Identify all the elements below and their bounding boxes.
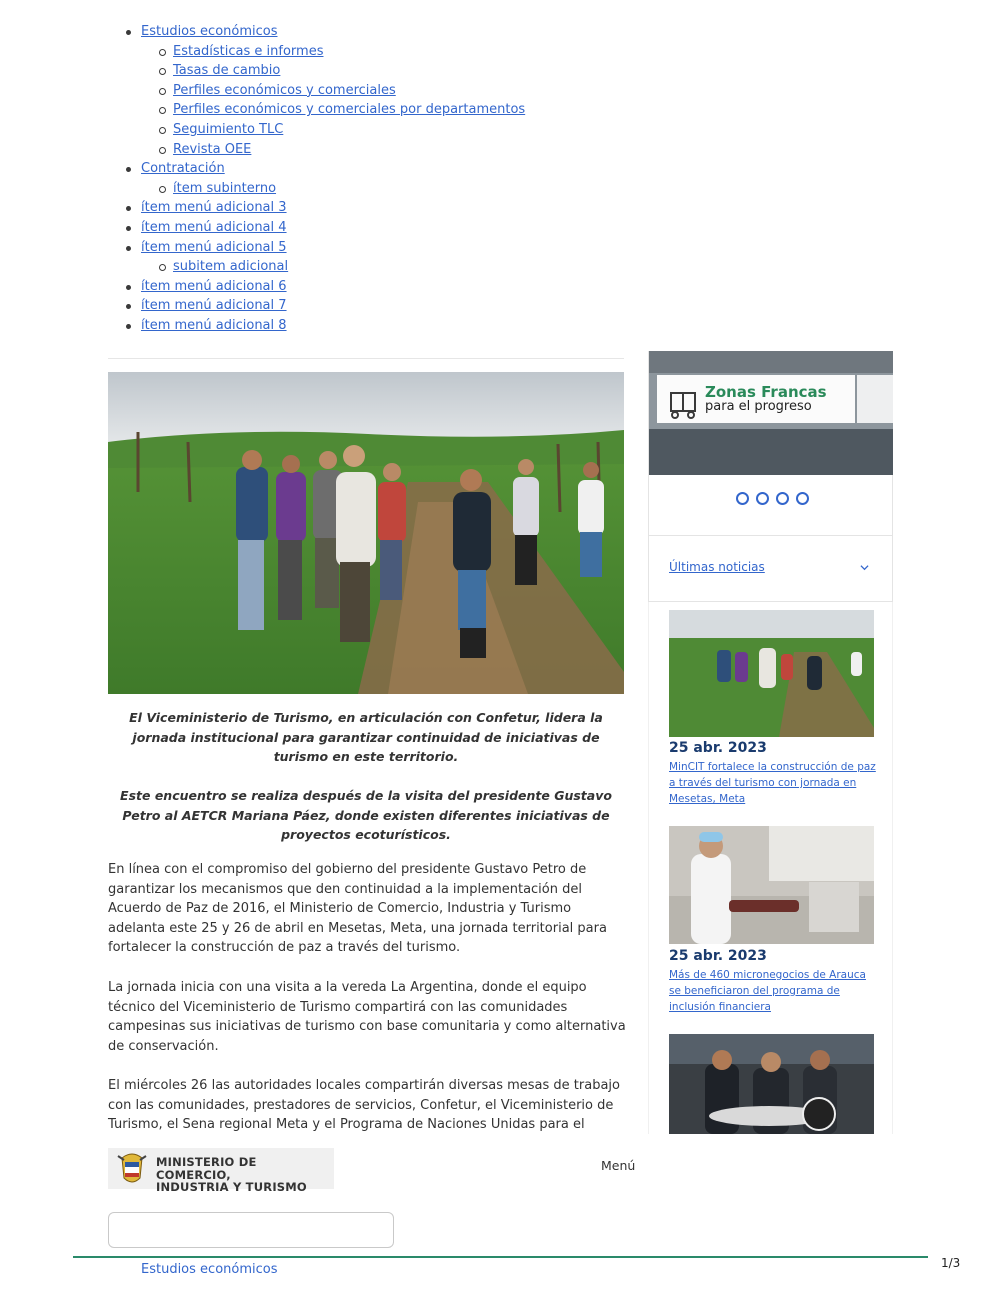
divider xyxy=(108,358,624,359)
logo-line-2: INDUSTRIA Y TURISMO xyxy=(156,1180,307,1194)
nav-item-adicional-4[interactable] xyxy=(108,218,525,238)
nav-link[interactable]: ítem menú adicional 6 xyxy=(141,278,287,294)
nav-item-adicional-5[interactable] xyxy=(108,238,525,258)
nav-subitem[interactable] xyxy=(108,100,525,120)
nav-link[interactable]: Seguimiento TLC xyxy=(173,121,284,137)
nav-link[interactable]: Estudios económicos xyxy=(141,24,278,39)
menu-button[interactable]: Menú xyxy=(601,1158,636,1173)
nav-link[interactable]: ítem menú adicional 5 xyxy=(141,239,287,255)
nav-subitem[interactable] xyxy=(108,120,525,140)
carousel-dot[interactable] xyxy=(756,492,769,505)
nav-link[interactable]: Estadísticas e informes xyxy=(173,43,324,59)
banner-slide[interactable] xyxy=(649,351,893,475)
latest-news-toggle[interactable]: Últimas noticias xyxy=(669,560,765,574)
nav-link[interactable]: Perfiles económicos y comerciales xyxy=(173,82,396,98)
carousel-dot[interactable] xyxy=(736,492,749,505)
nav-subitem[interactable] xyxy=(108,81,525,101)
nav-link[interactable]: ítem menú adicional 3 xyxy=(141,200,287,216)
news-item-link[interactable]: MinCIT fortalece la construcción de paz a través del turismo con jornada en Mesetas, Meta xyxy=(669,761,876,805)
nav-link-cut[interactable]: Estudios económicos xyxy=(141,1262,278,1277)
nav-item-adicional-6[interactable] xyxy=(108,277,525,297)
page-indicator: 1/3 xyxy=(941,1256,961,1270)
nav-subitem[interactable] xyxy=(108,179,525,199)
nav-menu xyxy=(108,22,525,336)
news-item-date: 25 abr. 2023 xyxy=(669,740,767,756)
divider-green xyxy=(73,1256,928,1258)
nav-link[interactable]: subitem adicional xyxy=(173,259,289,275)
nav-link[interactable]: Contratación xyxy=(141,161,225,177)
nav-item-contratacion[interactable] xyxy=(108,159,525,179)
nav-item-adicional-8[interactable] xyxy=(108,316,525,336)
article-hero-image xyxy=(108,372,624,694)
chevron-down-icon[interactable] xyxy=(860,563,869,572)
nav-item-estudios[interactable] xyxy=(108,22,525,42)
nav-link[interactable]: Revista OEE xyxy=(173,141,252,157)
logo-line-1: MINISTERIO DE COMERCIO, xyxy=(156,1155,257,1182)
nav-subitem[interactable] xyxy=(108,140,525,160)
search-input[interactable] xyxy=(108,1212,394,1248)
carousel-dots xyxy=(736,492,809,505)
article-caption-2: Este encuentro se realiza después de la visita del presidente Gustavo Petro al AETCR Mariana Páez, donde existen diferentes iniciativas de proyectos ecoturísticos. xyxy=(120,788,612,843)
banner-title: Zonas Francas xyxy=(705,383,827,401)
article-paragraph-1: En línea con el compromiso del gobierno del presidente Gustavo Petro de garantizar los mecanismos que den continuidad a la implementación del Acuerdo de Paz de 2016, el Ministerio de Comercio, Industria y Turismo adelanta este 25 y 26 de abril en Mesetas, Meta, una jornada territorial para fortalecer la construcción de paz a través del turismo. xyxy=(108,862,607,956)
news-item-link[interactable]: Más de 460 micronegocios de Arauca se beneficiaron del programa de inclusión financiera xyxy=(669,969,866,1013)
nav-link[interactable]: ítem menú adicional 7 xyxy=(141,298,287,314)
banner-subtitle: para el progreso xyxy=(705,399,812,414)
nav-link[interactable]: ítem subinterno xyxy=(173,180,277,196)
news-item-image[interactable] xyxy=(669,1034,874,1134)
article-caption-1: El Viceministerio de Turismo, en articulación con Confetur, lidera la jornada institucional para garantizar continuidad de iniciativas de turismo en este territorio. xyxy=(129,710,603,765)
article-paragraph-3: El miércoles 26 las autoridades locales compartirán diversas mesas de trabajo con las comunidades, prestadores de servicios, Confetur, el Viceministerio de Turismo, el Sena regional Meta y el Programa de Naciones Unidas para el xyxy=(108,1078,620,1133)
coat-of-arms-icon xyxy=(112,1148,152,1189)
carousel-dot[interactable] xyxy=(776,492,789,505)
nav-item-adicional-7[interactable] xyxy=(108,296,525,316)
news-item-image[interactable] xyxy=(669,826,874,944)
ministry-logo[interactable] xyxy=(108,1148,334,1194)
carousel-dot[interactable] xyxy=(796,492,809,505)
nav-link[interactable]: ítem menú adicional 4 xyxy=(141,219,287,235)
nav-subitem[interactable] xyxy=(108,42,525,62)
nav-subitem[interactable] xyxy=(108,257,525,277)
nav-link[interactable]: ítem menú adicional 8 xyxy=(141,317,287,333)
article-paragraph-2: La jornada inicia con una visita a la vereda La Argentina, donde el equipo técnico del Viceministerio de Turismo compartirá con las comunidades campesinas sus iniciativas de turismo con base comunitaria y como alternativa de conservación. xyxy=(108,980,626,1054)
nav-link[interactable]: Tasas de cambio xyxy=(173,63,281,79)
news-item-image[interactable] xyxy=(669,610,874,737)
news-item-date: 25 abr. 2023 xyxy=(669,948,767,964)
nav-subitem[interactable] xyxy=(108,61,525,81)
nav-item-adicional-3[interactable] xyxy=(108,198,525,218)
nav-link[interactable]: Perfiles económicos y comerciales por departamentos xyxy=(173,102,526,118)
